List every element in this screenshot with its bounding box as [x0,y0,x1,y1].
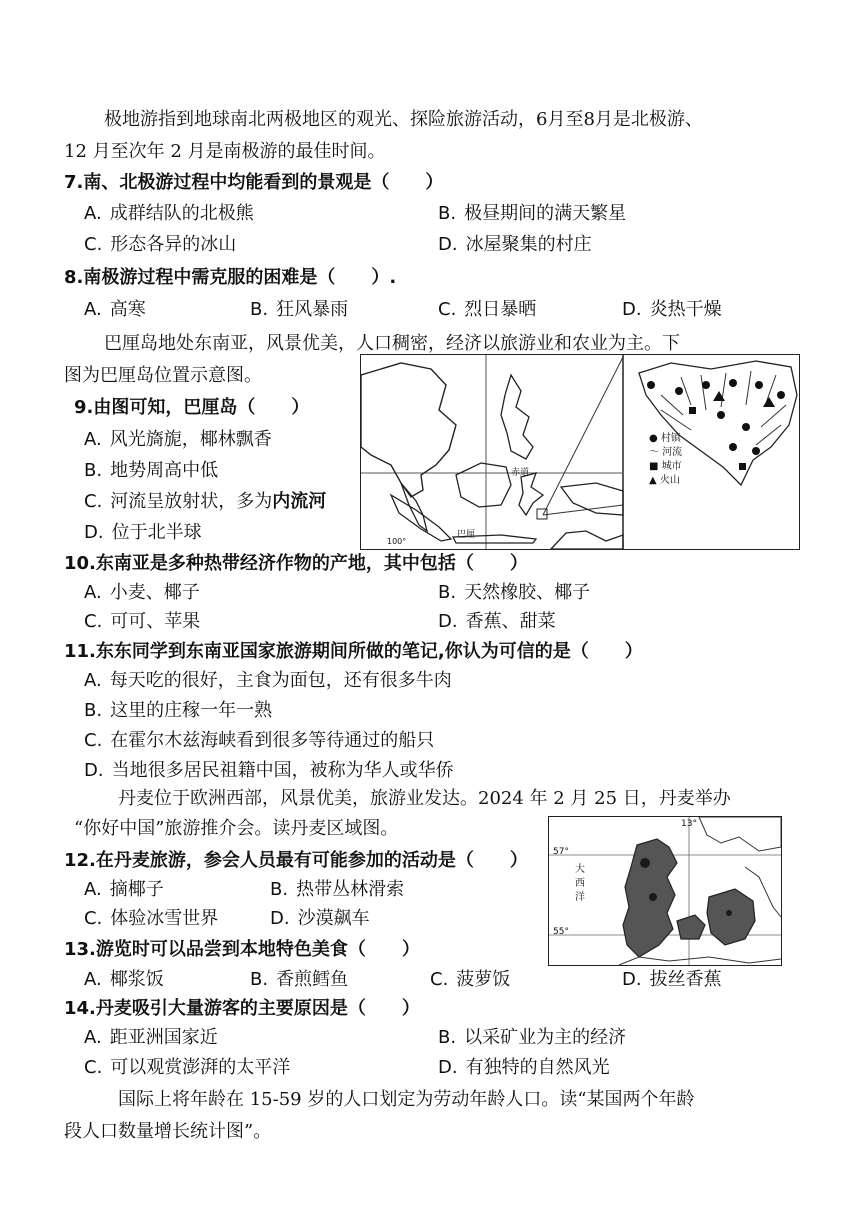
map-label-equator: 赤道 [511,468,530,478]
option-text: 炎热干燥 [649,299,722,320]
option-text: 椰浆饭 [109,969,164,990]
option-letter: B. [438,203,457,224]
map-lat-55: 55° [553,927,569,937]
option-letter: D. [270,908,290,929]
question-11-option-c[interactable] [84,729,434,753]
bali-map-svg [361,355,799,549]
question-13-option-d[interactable] [622,968,722,992]
option-text: 高寒 [109,299,146,320]
question-11-option-a[interactable] [84,669,452,693]
option-text: 极昼期间的满天繁星 [464,203,627,224]
intro-polar-line2: 12 月至次年 2 月是南极游的最佳时间。 [64,141,386,162]
legend-volcano-label: 火山 [659,475,680,486]
question-9-option-a[interactable] [84,428,272,452]
option-letter: A. [84,299,102,320]
question-12-option-d[interactable] [270,907,370,931]
question-12-option-a[interactable] [84,878,164,902]
option-text: 河流呈放射状，多为 [110,491,273,512]
option-text: 风光旖旎，椰林飘香 [109,429,272,450]
map-label-bali: 巴厘 [457,530,476,540]
question-7-option-d[interactable] [438,233,592,257]
intro-labor-line2: 段人口数量增长统计图”。 [64,1121,272,1142]
option-text: 每天吃的很好，主食为面包，还有很多牛肉 [109,670,452,691]
option-letter: C. [84,611,103,632]
option-letter: D. [622,299,642,320]
option-text: 菠萝饭 [456,969,511,990]
question-9-option-d[interactable] [84,521,202,545]
question-13-option-b[interactable] [250,968,348,992]
option-letter: D. [438,234,458,255]
question-12-option-c[interactable] [84,907,218,931]
legend-city-label: 城市 [661,461,682,472]
question-11-stem: 11.东东同学到东南亚国家旅游期间所做的笔记,你认为可信的是（ ） [64,641,643,662]
intro-polar-line1: 极地游指到地球南北两极地区的观光、探险旅游活动，6月至8月是北极游、 [104,109,703,130]
option-letter: D. [438,611,458,632]
question-7-option-a[interactable] [84,202,254,226]
option-text-bold: 内流河 [272,491,327,512]
option-text: 小麦、椰子 [109,582,200,603]
question-8-option-b[interactable] [250,298,348,322]
question-14-option-d[interactable] [438,1056,610,1080]
map-label-atlantic: 大西洋 [575,864,585,903]
option-text: 距亚洲国家近 [109,1027,218,1048]
option-letter: B. [270,879,289,900]
map-label-longitude: 100° [387,537,407,546]
option-letter: B. [250,969,269,990]
option-letter: C. [84,491,103,512]
question-10-option-a[interactable] [84,581,200,605]
question-8-stem: 8.南极游过程中需克服的困难是（ ）. [64,267,397,288]
option-text: 拔丝香蕉 [649,969,722,990]
option-letter: A. [84,582,102,603]
legend-volcano: ▲ 火山 [649,475,680,486]
intro-bali-line2: 图为巴厘岛位置示意图。 [64,365,262,386]
option-letter: B. [250,299,269,320]
option-text: 冰屋聚集的村庄 [465,234,592,255]
question-14-option-b[interactable] [438,1026,626,1050]
question-9-option-b[interactable] [84,459,218,483]
question-7-stem: 7.南、北极游过程中均能看到的景观是（ ） [64,172,444,193]
option-text: 沙漠飙车 [297,908,370,929]
intro-denmark-line1: 丹麦位于欧洲西部，风景优美，旅游业发达。2024 年 2 月 25 日，丹麦举办 [118,788,731,809]
question-13-option-a[interactable] [84,968,164,992]
question-14-option-a[interactable] [84,1026,218,1050]
option-text: 可以观赏澎湃的太平洋 [110,1057,291,1078]
option-letter: A. [84,1027,102,1048]
option-letter: C. [438,299,457,320]
option-letter: D. [84,522,104,543]
question-8-option-a[interactable] [84,298,146,322]
option-letter: D. [622,969,642,990]
option-text: 香蕉、甜菜 [465,611,556,632]
legend-town-label: 村镇 [660,433,681,444]
option-text: 摘椰子 [109,879,164,900]
option-letter: D. [84,760,104,781]
option-text: 成群结队的北极熊 [109,203,254,224]
intro-bali-line1: 巴厘岛地处东南亚，风景优美，人口稠密，经济以旅游业和农业为主。下 [104,333,680,354]
question-7-option-b[interactable] [438,202,626,226]
map-lat-57: 57° [553,847,569,857]
option-text: 热带丛林滑索 [296,879,405,900]
question-9-stem: 9.由图可知，巴厘岛（ ） [74,397,310,418]
intro-labor-line1: 国际上将年龄在 15-59 岁的人口划定为劳动年龄人口。读“某国两个年龄 [118,1089,695,1110]
question-10-stem: 10.东南亚是多种热带经济作物的产地，其中包括（ ） [64,553,528,574]
legend-river-label: 河流 [662,447,683,458]
option-text: 天然橡胶、椰子 [464,582,591,603]
option-text: 地势周高中低 [110,460,219,481]
option-text: 香煎鳕鱼 [276,969,349,990]
option-letter: B. [84,460,103,481]
legend-city: ■ 城市 [649,461,682,472]
option-letter: A. [84,203,102,224]
option-letter: C. [84,730,103,751]
option-letter: D. [438,1057,458,1078]
option-text: 这里的庄稼一年一熟 [110,700,273,721]
question-8-option-d[interactable] [622,298,722,322]
option-letter: B. [438,582,457,603]
option-text: 狂风暴雨 [276,299,349,320]
legend-river: ～ 河流 [649,447,683,458]
option-letter: C. [84,1057,103,1078]
denmark-region-map [548,816,782,966]
question-10-option-d[interactable] [438,610,556,634]
option-text: 形态各异的冰山 [110,234,237,255]
option-letter: C. [84,234,103,255]
option-letter: A. [84,879,102,900]
question-11-option-b[interactable] [84,699,272,723]
question-12-option-b[interactable] [270,878,404,902]
question-10-option-c[interactable] [84,610,200,634]
question-9-option-c[interactable] [84,490,326,514]
question-13-stem: 13.游览时可以品尝到本地特色美食（ ） [64,939,420,960]
question-10-option-b[interactable] [438,581,590,605]
option-letter: C. [84,908,103,929]
option-letter: A. [84,670,102,691]
question-13-option-c[interactable] [430,968,510,992]
option-text: 有独特的自然风光 [465,1057,610,1078]
question-7-option-c[interactable] [84,233,236,257]
map-lon-13: 13° [681,819,697,829]
intro-denmark-line2: “你好中国”旅游推介会。读丹麦区域图。 [74,818,399,839]
option-letter: B. [438,1027,457,1048]
question-14-option-c[interactable] [84,1056,290,1080]
question-14-stem: 14.丹麦吸引大量游客的主要原因是（ ） [64,998,420,1019]
option-text: 当地很多居民祖籍中国，被称为华人或华侨 [111,760,454,781]
option-text: 可可、苹果 [110,611,201,632]
option-letter: B. [84,700,103,721]
question-11-option-d[interactable] [84,759,454,783]
option-letter: C. [430,969,449,990]
bali-location-map [360,354,800,550]
option-text: 体验冰雪世界 [110,908,219,929]
option-text: 以采矿业为主的经济 [464,1027,627,1048]
option-text: 烈日暴晒 [464,299,537,320]
option-letter: A. [84,429,102,450]
legend-town: ● 村镇 [649,433,681,444]
question-12-stem: 12.在丹麦旅游，参会人员最有可能参加的活动是（ ） [64,850,528,871]
option-text: 位于北半球 [111,522,202,543]
question-8-option-c[interactable] [438,298,536,322]
option-letter: A. [84,969,102,990]
option-text: 在霍尔木兹海峡看到很多等待通过的船只 [110,730,435,751]
